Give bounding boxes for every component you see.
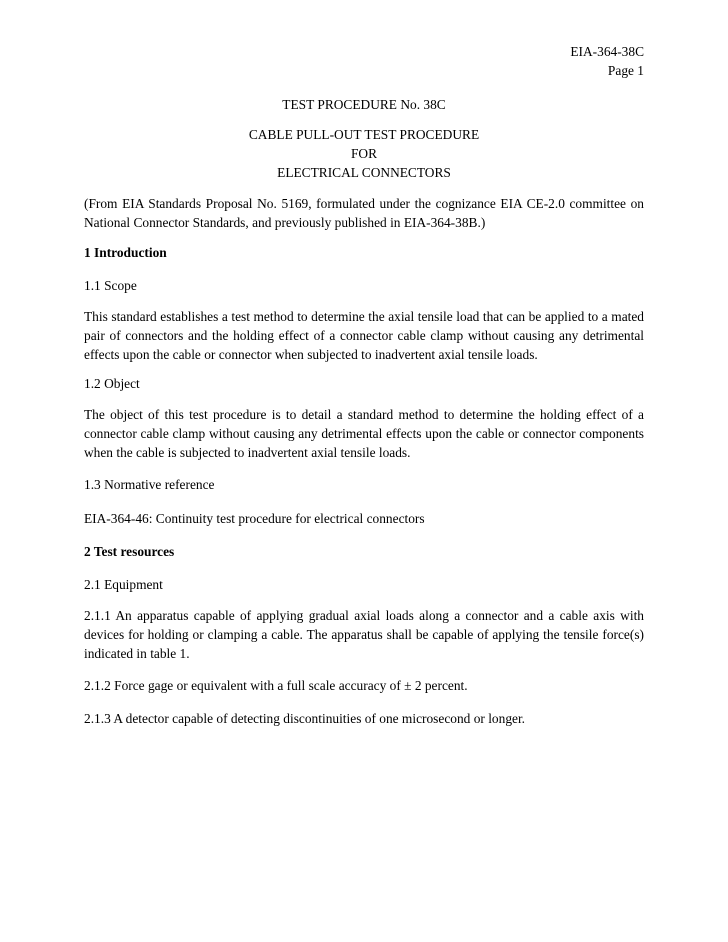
section-1-2-heading: 1.2 Object [84, 376, 140, 391]
document-id: EIA-364-38C [570, 44, 644, 59]
subtitle-line-3: ELECTRICAL CONNECTORS [277, 165, 451, 180]
equipment-item-2-1-2: 2.1.2 Force gage or equivalent with a full scale accuracy of ± 2 percent. [84, 678, 468, 693]
procedure-subtitle [84, 125, 644, 182]
equipment-item-2-1-3: 2.1.3 A detector capable of detecting discontinuities of one microsecond or longer. [84, 711, 526, 726]
subtitle-line-1: CABLE PULL-OUT TEST PROCEDURE [248, 127, 480, 142]
procedure-title: TEST PROCEDURE No. 38C [282, 97, 446, 112]
normative-reference-text: EIA-364-46: Continuity test procedure for electrical connectors [84, 511, 425, 526]
section-2-1-heading: 2.1 Equipment [84, 577, 163, 592]
page-header [570, 42, 644, 80]
page-number: Page 1 [607, 63, 644, 78]
section-2-heading: 2 Test resources [84, 544, 175, 559]
object-text: The object of this test procedure is to detail a standard method to determine the holding effect of a connector cable clamp without causing any detrimental effects upon the cable or connector components when the cable is subjected to inadvertent axial tensile loads. [84, 407, 644, 460]
section-1-heading: 1 Introduction [84, 245, 167, 260]
preamble-text: (From EIA Standards Proposal No. 5169, formulated under the cognizance EIA CE-2.0 committee on National Connector Standards, and previously published in EIA-364-38B.) [84, 196, 644, 230]
equipment-item-2-1-1: 2.1.1 An apparatus capable of applying gradual axial loads along a connector and a cable axis with devices for holding or clamping a cable. The apparatus shall be capable of applying the tensile force(s) indicated in table 1. [84, 608, 644, 661]
section-1-1-heading: 1.1 Scope [84, 278, 137, 293]
section-1-3-heading: 1.3 Normative reference [84, 477, 215, 492]
scope-text: This standard establishes a test method to determine the axial tensile load that can be applied to a mated pair of connectors and the holding effect of a connector cable clamp without causing any detrimental effects upon the cable or connector when subjected to inadvertent axial tensile loads. [84, 309, 644, 362]
subtitle-line-2: FOR [350, 146, 378, 161]
